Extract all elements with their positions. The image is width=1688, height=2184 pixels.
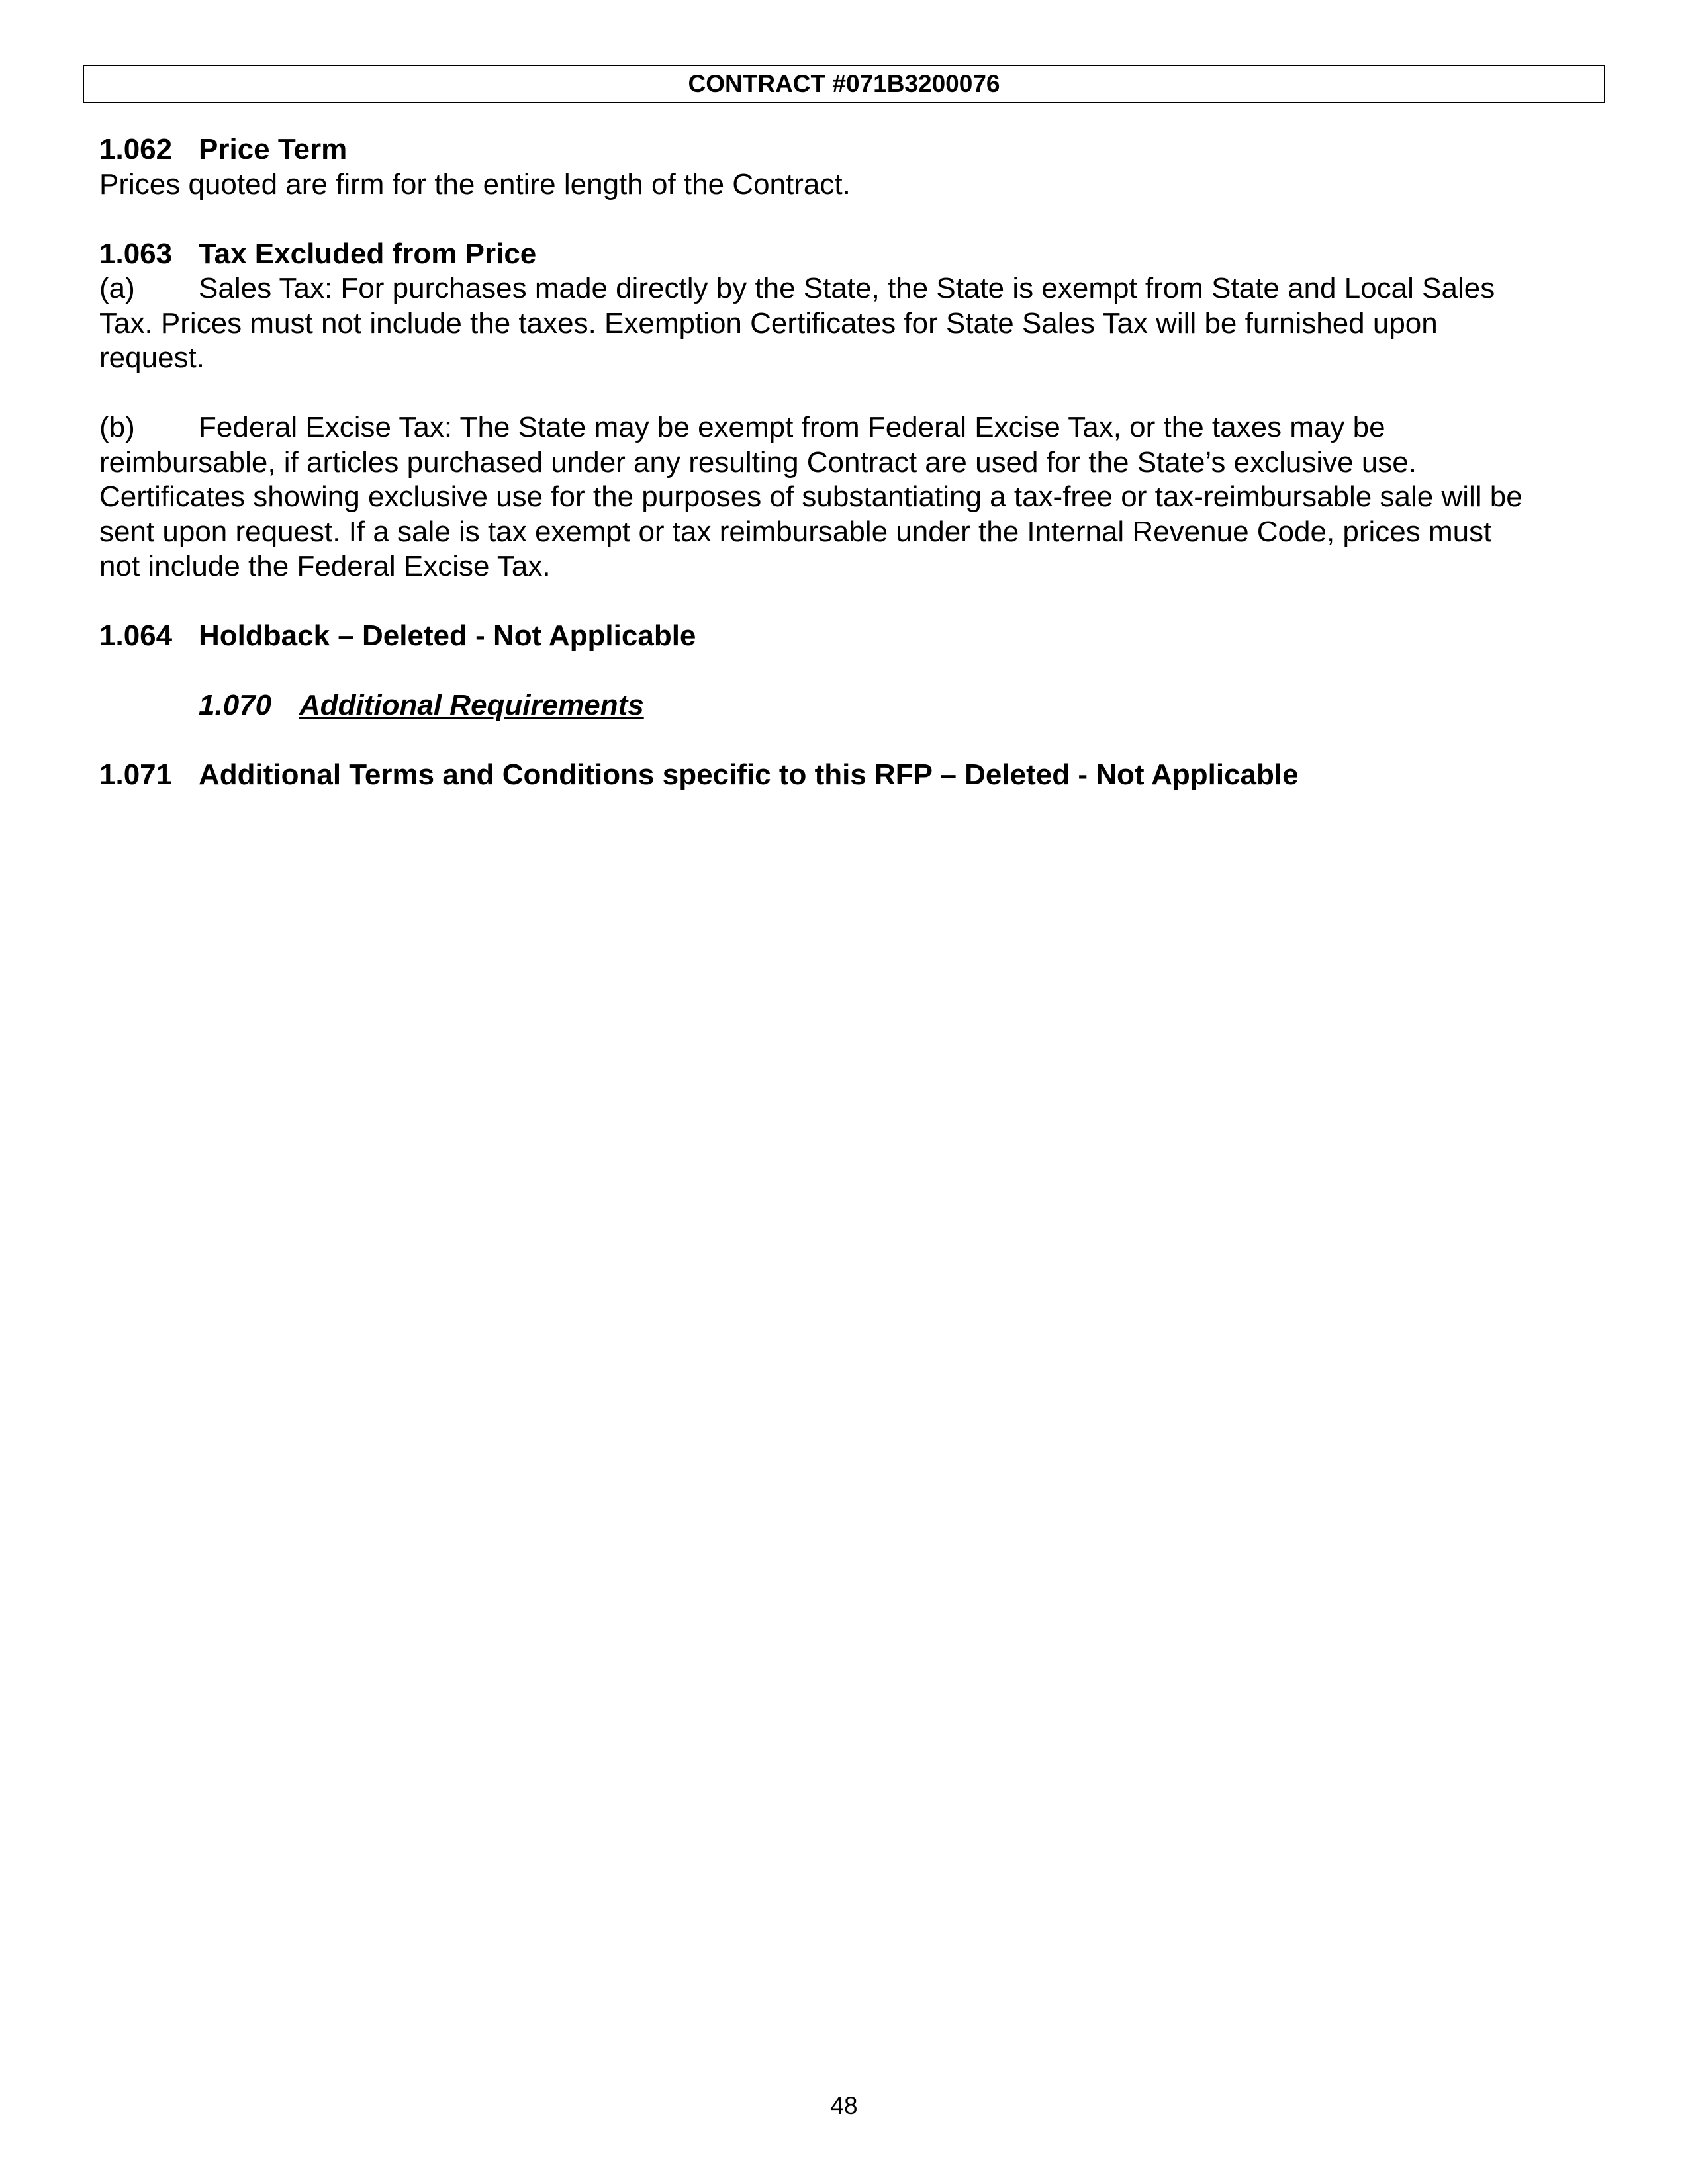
- price-term-text: Prices quoted are firm for the entire length of the Contract.: [99, 167, 851, 201]
- section-number: 1.070: [199, 689, 272, 721]
- section-number: 1.071: [99, 758, 173, 791]
- section-heading-price-term: [99, 132, 1595, 167]
- contract-title: CONTRACT #071B3200076: [688, 70, 1000, 97]
- paragraph-a-line: request.: [99, 341, 205, 374]
- section-heading-holdback: [99, 619, 1595, 654]
- section-title: Tax Excluded from Price: [199, 237, 537, 270]
- paragraph-b-line: not include the Federal Excise Tax.: [99, 550, 551, 582]
- section-title: Additional Requirements: [299, 689, 644, 721]
- section-number: 1.064: [99, 619, 173, 652]
- section-title: Price Term: [199, 133, 348, 165]
- contract-header: [83, 65, 1605, 103]
- section-number: 1.062: [99, 133, 173, 165]
- section-number: 1.063: [99, 237, 173, 270]
- paragraph-b-line: Certificates showing exclusive use for the purposes of substantiating a tax-free or tax-reimbursable sale will be: [99, 480, 1523, 513]
- paragraph-a-text: Sales Tax: For purchases made directly by the State, the State is exempt from State and Local Sales: [199, 272, 1495, 304]
- section-heading-additional-requirements: [199, 688, 1595, 723]
- paragraph-a-label: (a): [99, 272, 135, 304]
- section-heading-tax-excluded: [99, 237, 1595, 272]
- section-title: Holdback – Deleted - Not Applicable: [199, 619, 696, 652]
- paragraph-a-line: [99, 271, 1595, 306]
- paragraph-b-line: [99, 410, 1595, 445]
- section-title: Additional Terms and Conditions specific to this RFP – Deleted - Not Applicable: [199, 758, 1299, 791]
- paragraph-b-label: (b): [99, 411, 135, 443]
- paragraph-a-line: Tax. Prices must not include the taxes. Exemption Certificates for State Sales Tax will be furnished upon: [99, 306, 1438, 340]
- page-number: 48: [830, 2092, 858, 2119]
- paragraph-b-line: reimbursable, if articles purchased under any resulting Contract are used for the State’s exclusive use.: [99, 445, 1417, 478]
- section-heading-additional-terms: [99, 758, 1595, 793]
- document-body: [99, 132, 1595, 793]
- paragraph-b-line: sent upon request. If a sale is tax exempt or tax reimbursable under the Internal Revenue Code, prices must: [99, 515, 1492, 548]
- paragraph-b-text: Federal Excise Tax: The State may be exempt from Federal Excise Tax, or the taxes may be: [199, 411, 1385, 443]
